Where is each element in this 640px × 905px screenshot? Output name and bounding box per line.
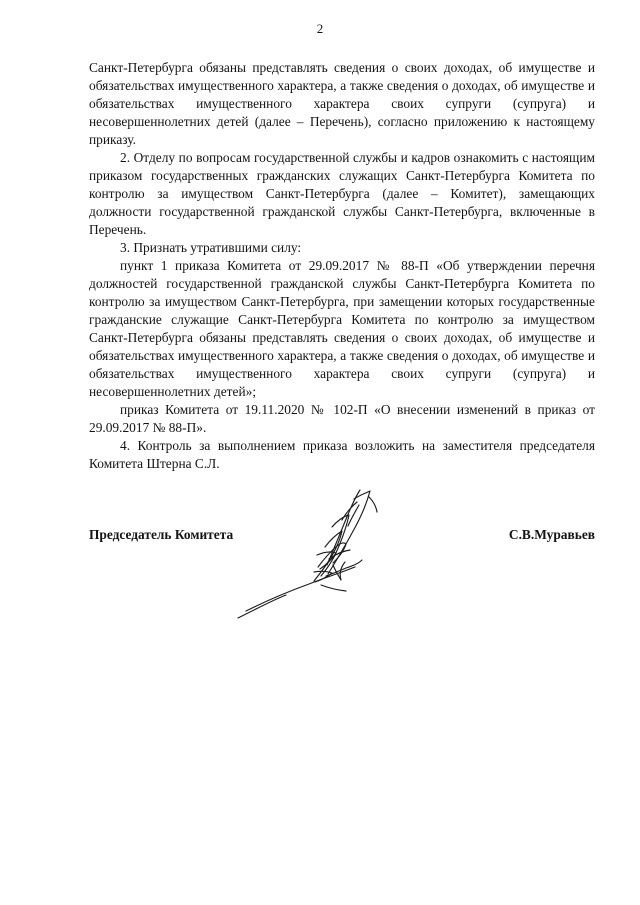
paragraph-subitem-order-102: приказ Комитета от 19.11.2020 № 102-П «О внесении изменений в приказ от 29.09.2017 № 88-П». xyxy=(89,402,595,435)
page-number: 2 xyxy=(316,21,324,36)
signatory-title: Председатель Комитета xyxy=(89,527,234,542)
paragraph-continuation: Санкт-Петербурга обязаны представлять сведения о своих доходах, об имуществе и обязательствах имущественного характера, а также сведения о доходах, об имуществе и обязательствах имущественного характера своих супруги (супруга) и несовершеннолетних детей (далее – Перечень), согласно приложению к настоящему приказу. xyxy=(89,60,595,147)
paragraph-subitem-order-88: пункт 1 приказа Комитета от 29.09.2017 № 88-П «Об утверждении перечня должностей государственной гражданской службы Санкт-Петербурга Комитета по контролю за имуществом Санкт-Петербурга, при замещении которых государственные гражданские служащие Санкт-Петербурга Комитета по контролю за имуществом Санкт-Петербурга обязаны представлять сведения о своих доходах, об имуществе и обязательствах имущественного характера, а также сведения о доходах, об имуществе и обязательствах имущественного характера своих супруги (супруга) и несовершеннолетних детей»; xyxy=(89,258,595,399)
document-body xyxy=(89,59,595,473)
handwritten-signature xyxy=(228,481,398,631)
paragraph-item-4: 4. Контроль за выполнением приказа возложить на заместителя председателя Комитета Штерна С.Л. xyxy=(89,438,595,471)
paragraph-item-2: 2. Отделу по вопросам государственной службы и кадров ознакомить с настоящим приказом государственных гражданских служащих Санкт-Петербурга Комитета по контролю за имуществом Санкт-Петербурга (далее – Комитет), замещающих должности государственной гражданской службы Санкт-Петербурга, включенные в Перечень. xyxy=(89,150,595,237)
paragraph-item-3: 3. Признать утратившими силу: xyxy=(120,240,302,255)
signatory-name: С.В.Муравьев xyxy=(508,527,595,542)
